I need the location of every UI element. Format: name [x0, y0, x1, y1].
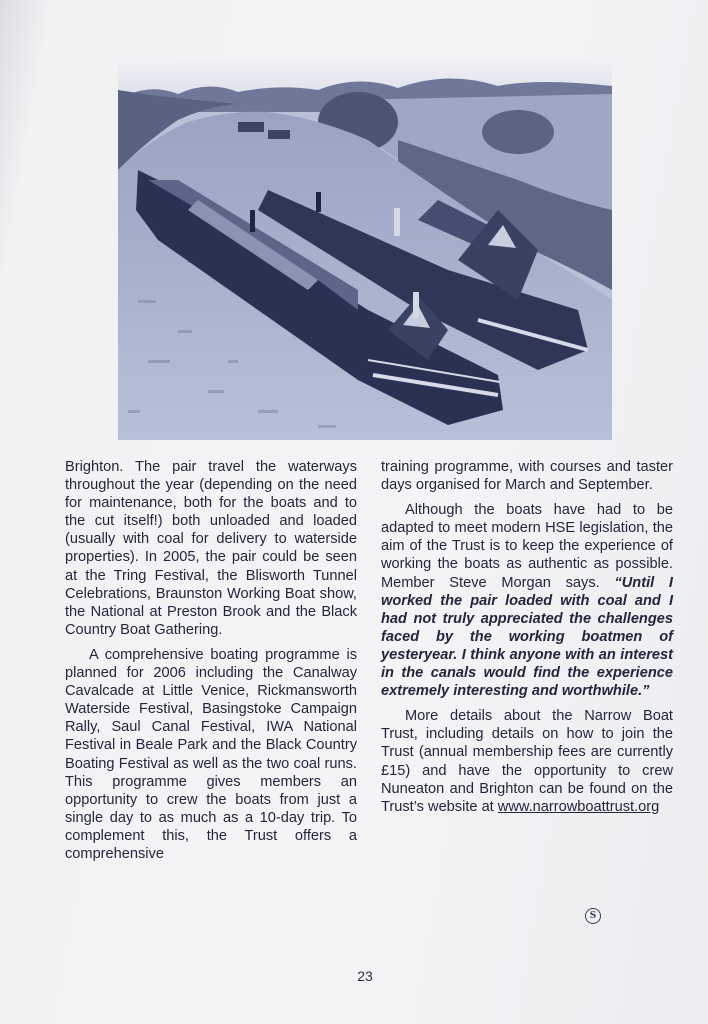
right-paragraph-3: [381, 707, 673, 816]
right-paragraph-2: [381, 501, 673, 700]
left-paragraph-2: A comprehensive boating programme is planned for 2006 including the Canalway Cavalcade at Little Venice, Rickmansworth Waterside Festival, Basingstoke Campaign Rally, Saul Canal Festival, IWA National Festival in Beale Park and the Black Country Boating Festival as well as the two coal runs. This programme gives members an opportunity to crew the boats from just a single day to as much as a 10-day trip. To complement this, the Trust offers a comprehensive: [65, 646, 357, 862]
left-paragraph-1: Brighton. The pair travel the waterways throughout the year (depending on the need for maintenance, both for the boats and to the cut itself!) both unloaded and loaded (usually with coal for delivery to waterside properties). In 2005, the pair could be seen at the Tring Festival, the Blisworth Tunnel Celebrations, Braunston Working Boat show, the National at Preston Brook and the Black Country Boat Gathering.: [65, 459, 357, 638]
page-number: 23: [357, 968, 373, 984]
website-link[interactable]: www.narrowboattrust.org: [497, 798, 660, 815]
right-text-column: [381, 458, 673, 816]
end-of-article-mark: S: [585, 908, 601, 924]
narrowboats-photo: [118, 60, 612, 440]
member-quote: “Until I worked the pair loaded with coal and I had not truly appreciated the challenges faced by the working boatmen of yesteryear. I think anyone with an interest in the canals would find the experience extremely interesting and worthwhile.”: [381, 574, 673, 700]
right-paragraph-2-text: Although the boats have had to be adapted to meet modern HSE legislation, the aim of the Trust is to keep the experience of working the boats as authentic as possible. Member Steve Morgan says.: [381, 502, 673, 591]
narrowboats-photo-drawing: [118, 60, 612, 440]
right-paragraph-3-text: More details about the Narrow Boat Trust, including details on how to join the Trust (annual membership fees are currently £15) and have the opportunity to crew Nuneaton and Brighton can be found on the Trust’s website at: [381, 708, 673, 815]
left-text-column: [65, 458, 357, 863]
right-paragraph-1: training programme, with courses and taster days organised for March and September.: [381, 459, 673, 494]
